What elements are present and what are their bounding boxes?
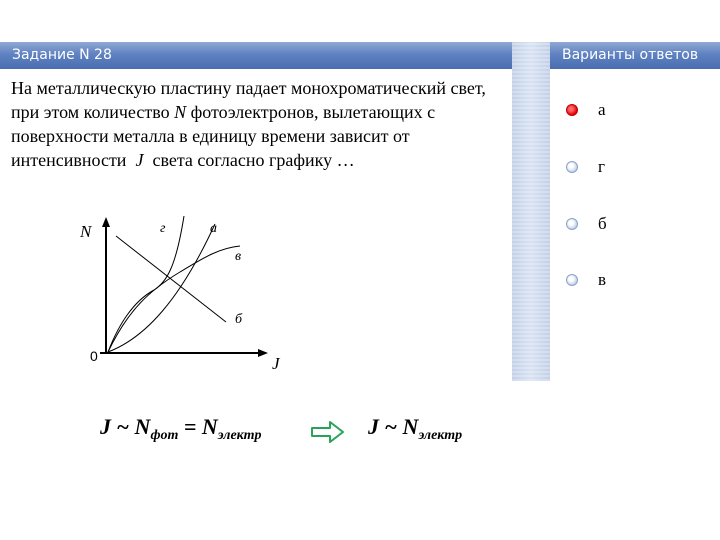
question-part-3: света согласно графику … [147, 150, 355, 170]
line-b [116, 236, 226, 322]
curve-label-g: г [160, 221, 166, 236]
formula-sub-electr-2: электр [418, 428, 463, 443]
formula-left [100, 414, 261, 444]
radio-unselected-icon[interactable] [566, 161, 578, 173]
implies-arrow-icon [310, 420, 346, 444]
answer-option-label: а [598, 100, 606, 119]
answers-header-title: Варианты ответов [562, 47, 699, 63]
question-part-2: фотоэлектронов, вылетающих с поверхности металла в единицу времени зависит от интенсивности [11, 102, 436, 170]
y-axis-arrow-icon [102, 217, 110, 227]
origin-label: 0 [90, 348, 98, 364]
y-axis-label: N [80, 222, 92, 241]
answer-option-label: б [598, 214, 607, 233]
answer-option-g[interactable] [566, 155, 706, 179]
answer-option-b[interactable] [566, 212, 706, 236]
radio-selected-icon[interactable] [566, 104, 578, 116]
question-var-j: J [135, 150, 144, 170]
formula-eq: = N [178, 414, 218, 439]
question-var-n: N [174, 102, 187, 122]
answer-option-label: в [598, 270, 607, 289]
curve-label-v: в [235, 249, 242, 264]
curve-a [108, 224, 215, 352]
x-axis-label: J [272, 354, 280, 373]
radio-unselected-icon[interactable] [566, 274, 578, 286]
answer-option-v[interactable] [566, 268, 706, 292]
answer-option-a[interactable] [566, 98, 706, 122]
formula-sub-fot: фот [150, 428, 179, 443]
answer-option-label: г [598, 157, 605, 176]
formula [100, 414, 520, 454]
task-header [0, 42, 512, 69]
curve-label-b: б [235, 312, 243, 327]
formula-right [368, 414, 462, 444]
formula-rhs: J ~ N [368, 414, 419, 439]
graph-n-vs-j [70, 210, 300, 380]
formula-lhs: J ~ N [100, 414, 151, 439]
question-text [11, 76, 506, 172]
x-axis-arrow-icon [258, 349, 268, 357]
question-part-1: На металлическую пластину падает монохроматический свет, при этом количество [11, 78, 486, 122]
panel-divider [512, 42, 550, 381]
formula-sub-electr: электр [217, 428, 262, 443]
task-header-title: Задание N 28 [12, 47, 112, 63]
curve-label-a: а [210, 221, 217, 236]
radio-unselected-icon[interactable] [566, 218, 578, 230]
answers-header [550, 42, 720, 69]
